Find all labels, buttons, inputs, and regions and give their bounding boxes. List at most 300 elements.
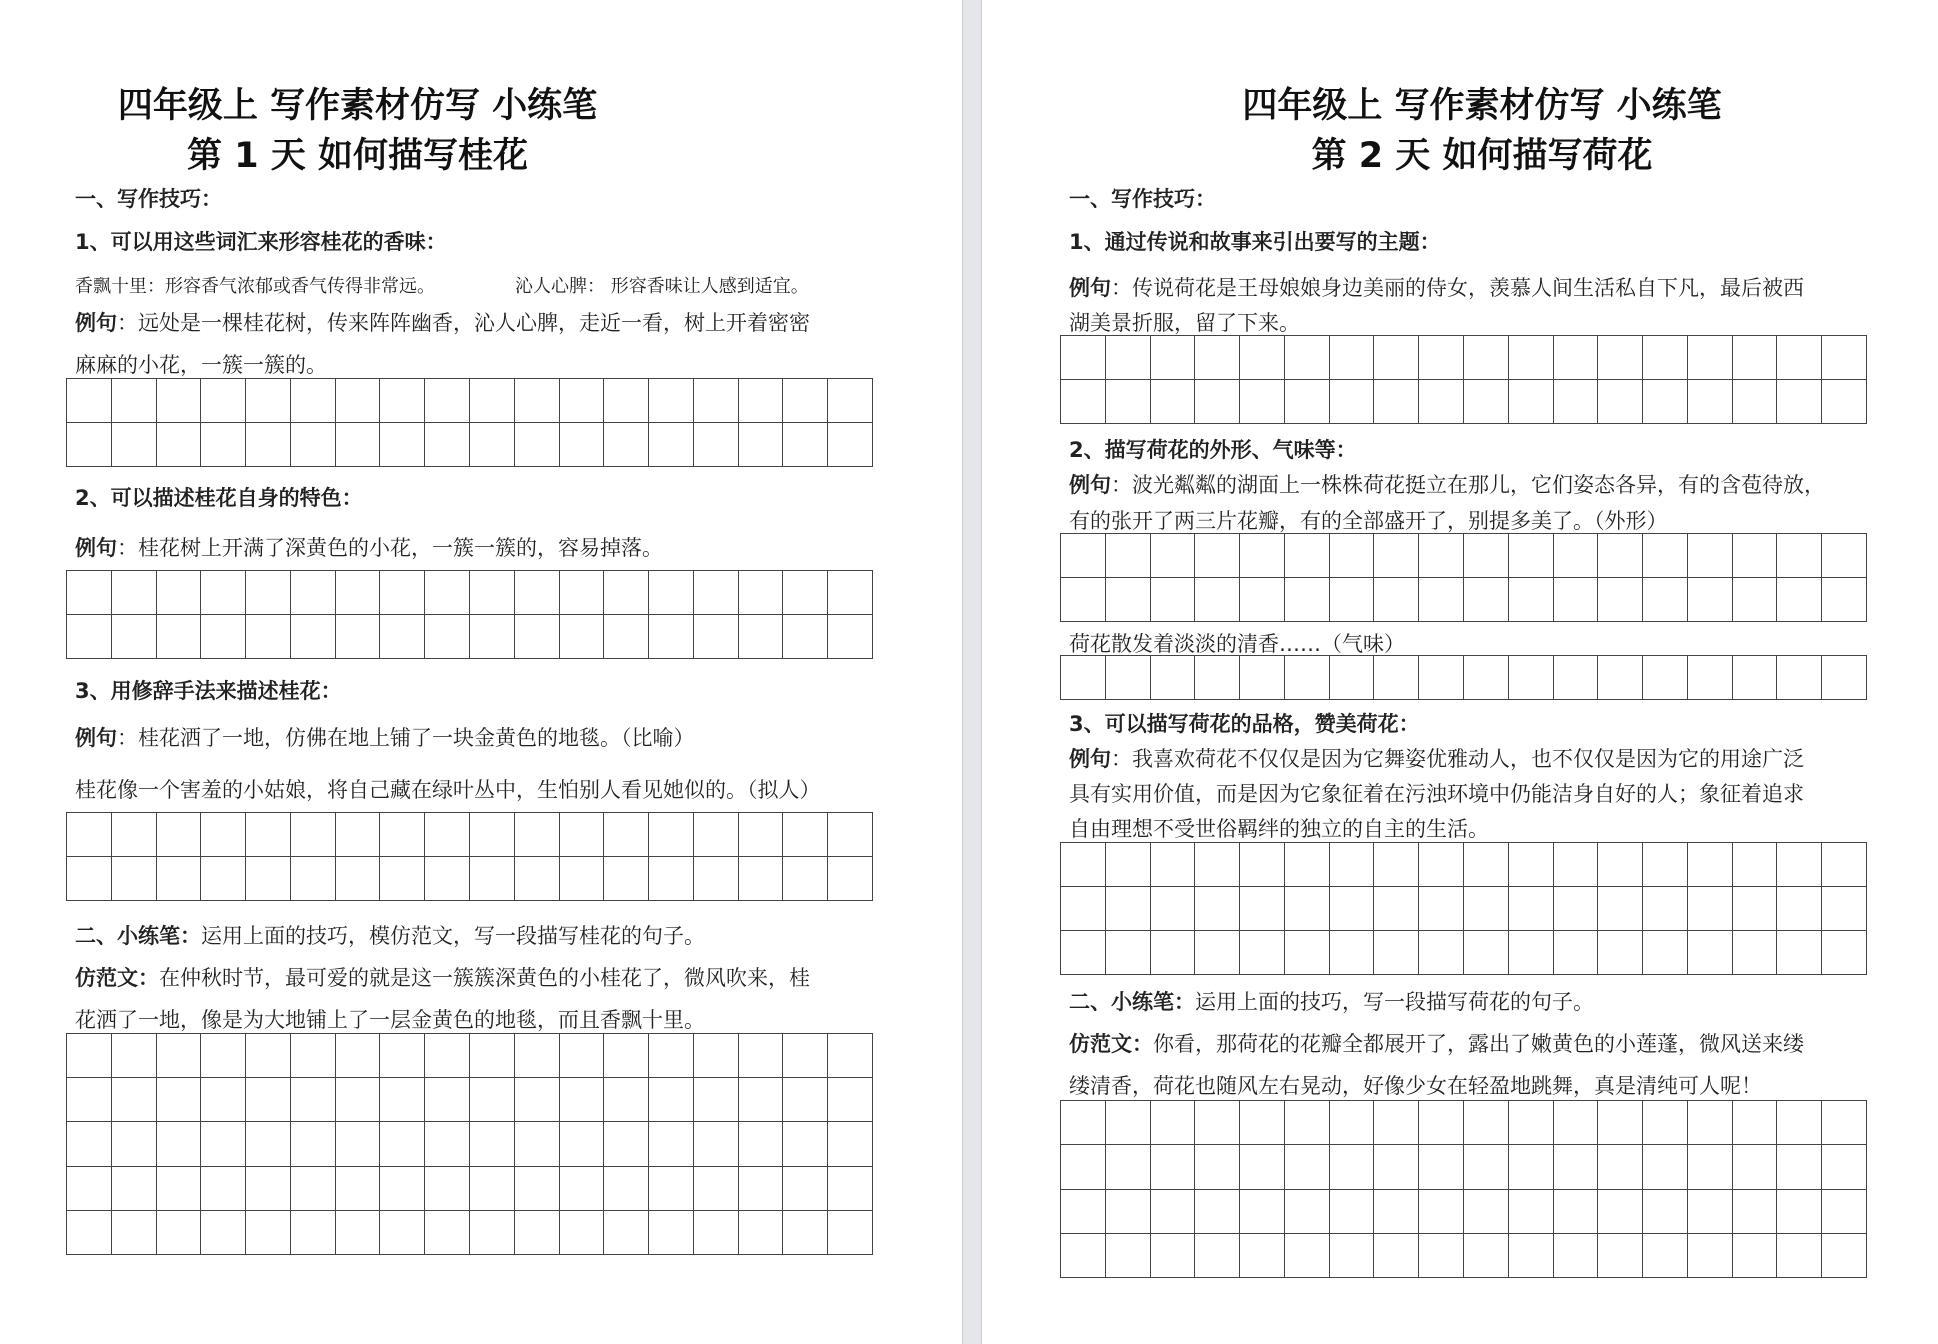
- grid-cell[interactable]: [1733, 1190, 1778, 1234]
- grid-cell[interactable]: [67, 615, 112, 659]
- grid-cell[interactable]: [67, 423, 112, 467]
- grid-cell[interactable]: [1643, 1101, 1688, 1145]
- grid-cell[interactable]: [1106, 1145, 1151, 1189]
- grid-cell[interactable]: [828, 813, 873, 857]
- grid-cell[interactable]: [1733, 578, 1778, 622]
- grid-cell[interactable]: [1688, 887, 1733, 931]
- grid-cell[interactable]: [470, 423, 515, 467]
- grid-cell[interactable]: [739, 1167, 784, 1211]
- grid-cell[interactable]: [1374, 1190, 1419, 1234]
- grid-cell[interactable]: [1509, 1101, 1554, 1145]
- grid-cell[interactable]: [201, 1122, 246, 1166]
- grid-cell[interactable]: [1822, 534, 1867, 578]
- grid-cell[interactable]: [649, 1167, 694, 1211]
- grid-cell[interactable]: [649, 1211, 694, 1255]
- grid-cell[interactable]: [828, 615, 873, 659]
- grid-cell[interactable]: [604, 1167, 649, 1211]
- grid-cell[interactable]: [1643, 380, 1688, 424]
- grid-cell[interactable]: [1151, 1101, 1196, 1145]
- grid-cell[interactable]: [1643, 1145, 1688, 1189]
- grid-cell[interactable]: [1195, 887, 1240, 931]
- grid-cell[interactable]: [1151, 887, 1196, 931]
- grid-cell[interactable]: [157, 615, 202, 659]
- grid-cell[interactable]: [1374, 887, 1419, 931]
- grid-cell[interactable]: [336, 1211, 381, 1255]
- grid-cell[interactable]: [380, 1167, 425, 1211]
- grid-cell[interactable]: [828, 379, 873, 423]
- grid-cell[interactable]: [560, 1211, 605, 1255]
- grid-cell[interactable]: [1285, 1234, 1330, 1278]
- grid-cell[interactable]: [783, 615, 828, 659]
- grid-cell[interactable]: [470, 857, 515, 901]
- grid-cell[interactable]: [1554, 1145, 1599, 1189]
- grid-cell[interactable]: [828, 1034, 873, 1078]
- grid-cell[interactable]: [783, 1078, 828, 1122]
- grid-cell[interactable]: [1240, 380, 1285, 424]
- grid-cell[interactable]: [1464, 534, 1509, 578]
- grid-cell[interactable]: [1419, 843, 1464, 887]
- grid-cell[interactable]: [291, 1078, 336, 1122]
- grid-cell[interactable]: [1688, 1101, 1733, 1145]
- grid-cell[interactable]: [1151, 380, 1196, 424]
- grid-cell[interactable]: [1554, 931, 1599, 975]
- grid-cell[interactable]: [246, 1211, 291, 1255]
- grid-cell[interactable]: [1061, 1145, 1106, 1189]
- grid-cell[interactable]: [380, 1078, 425, 1122]
- grid-cell[interactable]: [1374, 578, 1419, 622]
- grid-cell[interactable]: [1509, 931, 1554, 975]
- grid-cell[interactable]: [560, 857, 605, 901]
- grid-cell[interactable]: [425, 1122, 470, 1166]
- grid-cell[interactable]: [157, 1078, 202, 1122]
- grid-cell[interactable]: [783, 423, 828, 467]
- grid-cell[interactable]: [739, 813, 784, 857]
- grid-cell[interactable]: [380, 379, 425, 423]
- grid-cell[interactable]: [649, 615, 694, 659]
- grid-cell[interactable]: [1285, 336, 1330, 380]
- grid-cell[interactable]: [1374, 1145, 1419, 1189]
- grid-cell[interactable]: [783, 857, 828, 901]
- grid-cell[interactable]: [604, 571, 649, 615]
- grid-cell[interactable]: [470, 1034, 515, 1078]
- grid-cell[interactable]: [112, 423, 157, 467]
- grid-cell[interactable]: [1554, 656, 1599, 700]
- grid-cell[interactable]: [1374, 336, 1419, 380]
- writing-grid[interactable]: [66, 378, 873, 467]
- grid-cell[interactable]: [1777, 336, 1822, 380]
- grid-cell[interactable]: [336, 423, 381, 467]
- grid-cell[interactable]: [1464, 656, 1509, 700]
- grid-cell[interactable]: [515, 615, 560, 659]
- grid-cell[interactable]: [1374, 843, 1419, 887]
- grid-cell[interactable]: [783, 571, 828, 615]
- grid-cell[interactable]: [1598, 931, 1643, 975]
- grid-cell[interactable]: [1240, 336, 1285, 380]
- grid-cell[interactable]: [1688, 578, 1733, 622]
- grid-cell[interactable]: [739, 423, 784, 467]
- grid-cell[interactable]: [380, 813, 425, 857]
- grid-cell[interactable]: [157, 379, 202, 423]
- grid-cell[interactable]: [1598, 578, 1643, 622]
- grid-cell[interactable]: [425, 857, 470, 901]
- grid-cell[interactable]: [1733, 931, 1778, 975]
- grid-cell[interactable]: [739, 379, 784, 423]
- grid-cell[interactable]: [1285, 380, 1330, 424]
- grid-cell[interactable]: [1419, 887, 1464, 931]
- grid-cell[interactable]: [1240, 1145, 1285, 1189]
- grid-cell[interactable]: [1419, 1101, 1464, 1145]
- writing-grid[interactable]: [1060, 655, 1867, 700]
- grid-cell[interactable]: [1195, 1145, 1240, 1189]
- grid-cell[interactable]: [380, 615, 425, 659]
- grid-cell[interactable]: [470, 813, 515, 857]
- grid-cell[interactable]: [1240, 1190, 1285, 1234]
- grid-cell[interactable]: [1419, 1190, 1464, 1234]
- grid-cell[interactable]: [1733, 1145, 1778, 1189]
- grid-cell[interactable]: [1061, 380, 1106, 424]
- grid-cell[interactable]: [649, 1122, 694, 1166]
- grid-cell[interactable]: [1106, 578, 1151, 622]
- grid-cell[interactable]: [1643, 336, 1688, 380]
- grid-cell[interactable]: [828, 423, 873, 467]
- grid-cell[interactable]: [1195, 931, 1240, 975]
- grid-cell[interactable]: [783, 1034, 828, 1078]
- grid-cell[interactable]: [1598, 1145, 1643, 1189]
- grid-cell[interactable]: [1509, 1190, 1554, 1234]
- grid-cell[interactable]: [1688, 336, 1733, 380]
- grid-cell[interactable]: [380, 1211, 425, 1255]
- grid-cell[interactable]: [1598, 380, 1643, 424]
- grid-cell[interactable]: [1733, 380, 1778, 424]
- grid-cell[interactable]: [1195, 1101, 1240, 1145]
- grid-cell[interactable]: [1733, 843, 1778, 887]
- grid-cell[interactable]: [1061, 578, 1106, 622]
- grid-cell[interactable]: [1374, 1234, 1419, 1278]
- grid-cell[interactable]: [649, 423, 694, 467]
- grid-cell[interactable]: [1419, 380, 1464, 424]
- grid-cell[interactable]: [67, 813, 112, 857]
- grid-cell[interactable]: [560, 1167, 605, 1211]
- grid-cell[interactable]: [470, 615, 515, 659]
- grid-cell[interactable]: [1733, 534, 1778, 578]
- grid-cell[interactable]: [1733, 1101, 1778, 1145]
- grid-cell[interactable]: [1598, 534, 1643, 578]
- grid-cell[interactable]: [515, 1167, 560, 1211]
- grid-cell[interactable]: [291, 857, 336, 901]
- grid-cell[interactable]: [1419, 578, 1464, 622]
- grid-cell[interactable]: [336, 1167, 381, 1211]
- grid-cell[interactable]: [470, 379, 515, 423]
- grid-cell[interactable]: [1195, 578, 1240, 622]
- writing-grid[interactable]: [1060, 533, 1867, 622]
- grid-cell[interactable]: [1554, 843, 1599, 887]
- grid-cell[interactable]: [1240, 1101, 1285, 1145]
- grid-cell[interactable]: [1822, 887, 1867, 931]
- grid-cell[interactable]: [1195, 380, 1240, 424]
- grid-cell[interactable]: [515, 813, 560, 857]
- grid-cell[interactable]: [1330, 656, 1375, 700]
- grid-cell[interactable]: [1598, 1101, 1643, 1145]
- grid-cell[interactable]: [828, 1211, 873, 1255]
- grid-cell[interactable]: [739, 1078, 784, 1122]
- grid-cell[interactable]: [1598, 1234, 1643, 1278]
- grid-cell[interactable]: [694, 423, 739, 467]
- grid-cell[interactable]: [1777, 1145, 1822, 1189]
- grid-cell[interactable]: [828, 1122, 873, 1166]
- grid-cell[interactable]: [157, 813, 202, 857]
- grid-cell[interactable]: [1195, 1234, 1240, 1278]
- grid-cell[interactable]: [1285, 931, 1330, 975]
- grid-cell[interactable]: [246, 379, 291, 423]
- grid-cell[interactable]: [739, 1034, 784, 1078]
- grid-cell[interactable]: [1195, 843, 1240, 887]
- grid-cell[interactable]: [1822, 1101, 1867, 1145]
- grid-cell[interactable]: [157, 1122, 202, 1166]
- grid-cell[interactable]: [380, 1122, 425, 1166]
- grid-cell[interactable]: [783, 813, 828, 857]
- grid-cell[interactable]: [1777, 656, 1822, 700]
- grid-cell[interactable]: [1464, 380, 1509, 424]
- grid-cell[interactable]: [1688, 1234, 1733, 1278]
- grid-cell[interactable]: [1464, 1101, 1509, 1145]
- grid-cell[interactable]: [783, 1167, 828, 1211]
- grid-cell[interactable]: [828, 1167, 873, 1211]
- grid-cell[interactable]: [604, 615, 649, 659]
- grid-cell[interactable]: [425, 1078, 470, 1122]
- grid-cell[interactable]: [1688, 380, 1733, 424]
- grid-cell[interactable]: [1061, 534, 1106, 578]
- grid-cell[interactable]: [112, 857, 157, 901]
- grid-cell[interactable]: [1464, 843, 1509, 887]
- grid-cell[interactable]: [201, 423, 246, 467]
- grid-cell[interactable]: [560, 1078, 605, 1122]
- grid-cell[interactable]: [1688, 1190, 1733, 1234]
- grid-cell[interactable]: [112, 813, 157, 857]
- grid-cell[interactable]: [291, 813, 336, 857]
- grid-cell[interactable]: [425, 615, 470, 659]
- grid-cell[interactable]: [604, 813, 649, 857]
- grid-cell[interactable]: [201, 1167, 246, 1211]
- grid-cell[interactable]: [694, 615, 739, 659]
- grid-cell[interactable]: [694, 1211, 739, 1255]
- grid-cell[interactable]: [1106, 1101, 1151, 1145]
- grid-cell[interactable]: [1688, 843, 1733, 887]
- grid-cell[interactable]: [1822, 843, 1867, 887]
- grid-cell[interactable]: [515, 423, 560, 467]
- grid-cell[interactable]: [425, 1034, 470, 1078]
- grid-cell[interactable]: [1554, 380, 1599, 424]
- grid-cell[interactable]: [1419, 534, 1464, 578]
- grid-cell[interactable]: [1330, 931, 1375, 975]
- grid-cell[interactable]: [1151, 931, 1196, 975]
- grid-cell[interactable]: [336, 1034, 381, 1078]
- grid-cell[interactable]: [828, 571, 873, 615]
- grid-cell[interactable]: [1643, 578, 1688, 622]
- grid-cell[interactable]: [1151, 534, 1196, 578]
- grid-cell[interactable]: [1464, 931, 1509, 975]
- grid-cell[interactable]: [157, 857, 202, 901]
- grid-cell[interactable]: [649, 1078, 694, 1122]
- grid-cell[interactable]: [201, 857, 246, 901]
- grid-cell[interactable]: [1240, 887, 1285, 931]
- grid-cell[interactable]: [112, 379, 157, 423]
- grid-cell[interactable]: [336, 813, 381, 857]
- grid-cell[interactable]: [470, 1211, 515, 1255]
- grid-cell[interactable]: [1330, 578, 1375, 622]
- grid-cell[interactable]: [291, 379, 336, 423]
- grid-cell[interactable]: [604, 1211, 649, 1255]
- grid-cell[interactable]: [1240, 931, 1285, 975]
- grid-cell[interactable]: [560, 615, 605, 659]
- grid-cell[interactable]: [694, 571, 739, 615]
- grid-cell[interactable]: [67, 1122, 112, 1166]
- grid-cell[interactable]: [67, 1078, 112, 1122]
- grid-cell[interactable]: [1330, 534, 1375, 578]
- grid-cell[interactable]: [291, 1034, 336, 1078]
- grid-cell[interactable]: [649, 379, 694, 423]
- grid-cell[interactable]: [425, 1167, 470, 1211]
- grid-cell[interactable]: [201, 1078, 246, 1122]
- grid-cell[interactable]: [604, 1122, 649, 1166]
- grid-cell[interactable]: [649, 813, 694, 857]
- grid-cell[interactable]: [112, 1122, 157, 1166]
- grid-cell[interactable]: [380, 1034, 425, 1078]
- grid-cell[interactable]: [112, 1034, 157, 1078]
- grid-cell[interactable]: [201, 813, 246, 857]
- grid-cell[interactable]: [1777, 1190, 1822, 1234]
- grid-cell[interactable]: [1822, 380, 1867, 424]
- grid-cell[interactable]: [1330, 1101, 1375, 1145]
- grid-cell[interactable]: [246, 857, 291, 901]
- grid-cell[interactable]: [67, 379, 112, 423]
- grid-cell[interactable]: [1285, 843, 1330, 887]
- grid-cell[interactable]: [1509, 656, 1554, 700]
- grid-cell[interactable]: [1464, 1145, 1509, 1189]
- grid-cell[interactable]: [1240, 656, 1285, 700]
- grid-cell[interactable]: [201, 379, 246, 423]
- grid-cell[interactable]: [1240, 843, 1285, 887]
- grid-cell[interactable]: [1151, 336, 1196, 380]
- grid-cell[interactable]: [336, 615, 381, 659]
- grid-cell[interactable]: [1061, 656, 1106, 700]
- grid-cell[interactable]: [1106, 931, 1151, 975]
- grid-cell[interactable]: [67, 1167, 112, 1211]
- grid-cell[interactable]: [1374, 931, 1419, 975]
- grid-cell[interactable]: [560, 1122, 605, 1166]
- grid-cell[interactable]: [560, 571, 605, 615]
- grid-cell[interactable]: [1330, 887, 1375, 931]
- grid-cell[interactable]: [694, 379, 739, 423]
- grid-cell[interactable]: [1419, 1234, 1464, 1278]
- grid-cell[interactable]: [336, 857, 381, 901]
- writing-grid[interactable]: [66, 1033, 873, 1255]
- grid-cell[interactable]: [739, 857, 784, 901]
- grid-cell[interactable]: [470, 571, 515, 615]
- grid-cell[interactable]: [515, 857, 560, 901]
- grid-cell[interactable]: [1106, 843, 1151, 887]
- grid-cell[interactable]: [1554, 1101, 1599, 1145]
- grid-cell[interactable]: [1598, 887, 1643, 931]
- grid-cell[interactable]: [1419, 931, 1464, 975]
- grid-cell[interactable]: [470, 1167, 515, 1211]
- grid-cell[interactable]: [157, 571, 202, 615]
- grid-cell[interactable]: [604, 1034, 649, 1078]
- grid-cell[interactable]: [1643, 656, 1688, 700]
- grid-cell[interactable]: [1106, 380, 1151, 424]
- grid-cell[interactable]: [1374, 656, 1419, 700]
- grid-cell[interactable]: [1240, 534, 1285, 578]
- grid-cell[interactable]: [1374, 380, 1419, 424]
- grid-cell[interactable]: [1733, 1234, 1778, 1278]
- grid-cell[interactable]: [246, 1034, 291, 1078]
- writing-grid[interactable]: [66, 812, 873, 901]
- grid-cell[interactable]: [649, 857, 694, 901]
- writing-grid[interactable]: [1060, 335, 1867, 424]
- grid-cell[interactable]: [1151, 656, 1196, 700]
- grid-cell[interactable]: [425, 1211, 470, 1255]
- grid-cell[interactable]: [1374, 534, 1419, 578]
- grid-cell[interactable]: [201, 1034, 246, 1078]
- grid-cell[interactable]: [1151, 1190, 1196, 1234]
- grid-cell[interactable]: [1285, 578, 1330, 622]
- grid-cell[interactable]: [1598, 843, 1643, 887]
- grid-cell[interactable]: [1554, 534, 1599, 578]
- grid-cell[interactable]: [515, 1078, 560, 1122]
- grid-cell[interactable]: [649, 1034, 694, 1078]
- grid-cell[interactable]: [1106, 1234, 1151, 1278]
- grid-cell[interactable]: [515, 1211, 560, 1255]
- grid-cell[interactable]: [1240, 578, 1285, 622]
- grid-cell[interactable]: [1151, 1234, 1196, 1278]
- grid-cell[interactable]: [201, 615, 246, 659]
- grid-cell[interactable]: [291, 1122, 336, 1166]
- grid-cell[interactable]: [739, 571, 784, 615]
- grid-cell[interactable]: [1598, 656, 1643, 700]
- grid-cell[interactable]: [1330, 336, 1375, 380]
- grid-cell[interactable]: [1061, 931, 1106, 975]
- grid-cell[interactable]: [1733, 656, 1778, 700]
- grid-cell[interactable]: [201, 1211, 246, 1255]
- grid-cell[interactable]: [291, 615, 336, 659]
- grid-cell[interactable]: [739, 615, 784, 659]
- grid-cell[interactable]: [1285, 1101, 1330, 1145]
- grid-cell[interactable]: [1777, 887, 1822, 931]
- grid-cell[interactable]: [1822, 578, 1867, 622]
- grid-cell[interactable]: [1509, 534, 1554, 578]
- grid-cell[interactable]: [67, 857, 112, 901]
- grid-cell[interactable]: [291, 571, 336, 615]
- grid-cell[interactable]: [1643, 887, 1688, 931]
- grid-cell[interactable]: [515, 571, 560, 615]
- grid-cell[interactable]: [560, 1034, 605, 1078]
- grid-cell[interactable]: [1643, 534, 1688, 578]
- grid-cell[interactable]: [1464, 336, 1509, 380]
- grid-cell[interactable]: [515, 379, 560, 423]
- grid-cell[interactable]: [67, 1034, 112, 1078]
- grid-cell[interactable]: [246, 571, 291, 615]
- grid-cell[interactable]: [1285, 1190, 1330, 1234]
- grid-cell[interactable]: [1195, 1190, 1240, 1234]
- grid-cell[interactable]: [694, 1122, 739, 1166]
- grid-cell[interactable]: [694, 1078, 739, 1122]
- grid-cell[interactable]: [1688, 534, 1733, 578]
- grid-cell[interactable]: [783, 379, 828, 423]
- grid-cell[interactable]: [515, 1122, 560, 1166]
- grid-cell[interactable]: [246, 1078, 291, 1122]
- grid-cell[interactable]: [604, 1078, 649, 1122]
- grid-cell[interactable]: [1330, 1234, 1375, 1278]
- grid-cell[interactable]: [1777, 380, 1822, 424]
